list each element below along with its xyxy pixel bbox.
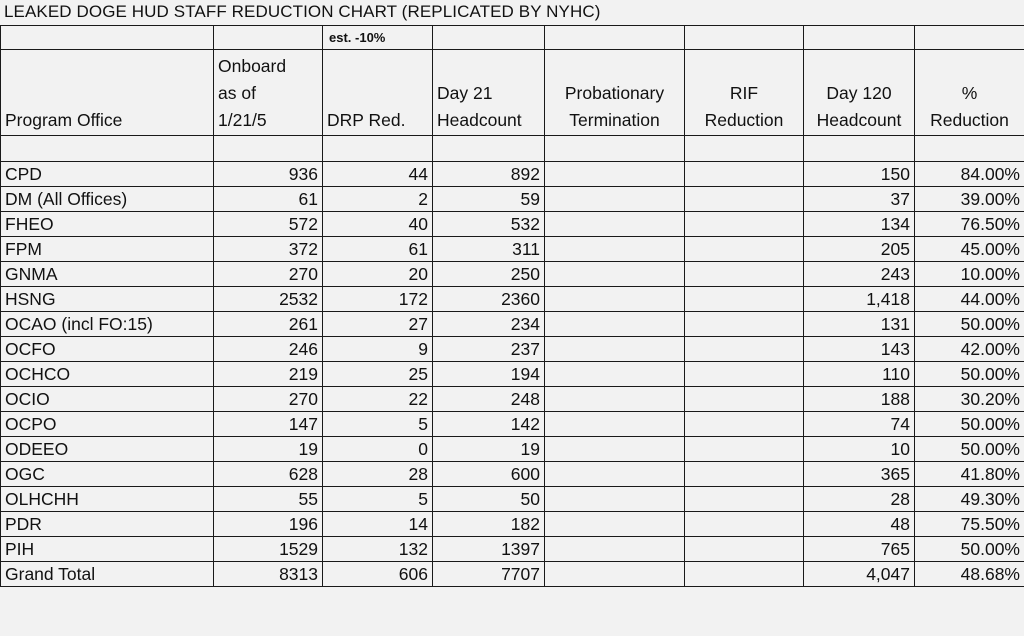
cell [433, 136, 545, 162]
drp-reduction-cell: 2 [323, 187, 433, 212]
probationary-termination-cell [545, 287, 685, 312]
onboard-cell: 1529 [214, 537, 323, 562]
cell [685, 26, 804, 50]
rif-reduction-cell [685, 487, 804, 512]
day120-headcount-cell: 10 [804, 437, 915, 462]
program-office-cell: GNMA [1, 262, 214, 287]
cell [915, 136, 1024, 162]
percent-reduction-cell: 49.30% [915, 487, 1024, 512]
day120-headcount-cell: 48 [804, 512, 915, 537]
cell [214, 26, 323, 50]
header-day21-headcount: Day 21 Headcount [433, 50, 545, 136]
onboard-cell: 196 [214, 512, 323, 537]
table-row [1, 162, 1024, 187]
day21-headcount-cell: 250 [433, 262, 545, 287]
header-row [1, 50, 1024, 136]
rif-reduction-cell [685, 212, 804, 237]
onboard-cell: 219 [214, 362, 323, 387]
cell [433, 26, 545, 50]
rif-reduction-cell [685, 187, 804, 212]
onboard-cell: 936 [214, 162, 323, 187]
drp-reduction-cell: 40 [323, 212, 433, 237]
day21-headcount-cell: 142 [433, 412, 545, 437]
probationary-termination-cell [545, 487, 685, 512]
onboard-cell: 147 [214, 412, 323, 437]
percent-reduction-cell: 44.00% [915, 287, 1024, 312]
onboard-cell: 372 [214, 237, 323, 262]
program-office-cell: OCFO [1, 337, 214, 362]
day21-headcount-cell: 892 [433, 162, 545, 187]
onboard-cell: 628 [214, 462, 323, 487]
cell [685, 136, 804, 162]
subheader-row [1, 26, 1024, 50]
day120-headcount-cell: 134 [804, 212, 915, 237]
day21-headcount-cell: 50 [433, 487, 545, 512]
table-row [1, 562, 1024, 587]
staff-reduction-table [0, 25, 1024, 587]
day21-headcount-cell: 7707 [433, 562, 545, 587]
table-row [1, 212, 1024, 237]
day21-headcount-cell: 600 [433, 462, 545, 487]
drp-reduction-cell: 606 [323, 562, 433, 587]
table-row [1, 512, 1024, 537]
percent-reduction-cell: 76.50% [915, 212, 1024, 237]
day21-headcount-cell: 182 [433, 512, 545, 537]
header-probationary-termination: Probationary Termination [545, 50, 685, 136]
program-office-cell: OGC [1, 462, 214, 487]
day21-headcount-cell: 234 [433, 312, 545, 337]
day120-headcount-cell: 243 [804, 262, 915, 287]
onboard-cell: 261 [214, 312, 323, 337]
day21-headcount-cell: 194 [433, 362, 545, 387]
day120-headcount-cell: 765 [804, 537, 915, 562]
day21-headcount-cell: 2360 [433, 287, 545, 312]
rif-reduction-cell [685, 162, 804, 187]
day120-headcount-cell: 205 [804, 237, 915, 262]
cell [214, 136, 323, 162]
header-drp-reduction: DRP Red. [323, 50, 433, 136]
day120-headcount-cell: 131 [804, 312, 915, 337]
cell [804, 136, 915, 162]
percent-reduction-cell: 84.00% [915, 162, 1024, 187]
rif-reduction-cell [685, 562, 804, 587]
drp-reduction-cell: 28 [323, 462, 433, 487]
program-office-cell: FHEO [1, 212, 214, 237]
table-row [1, 462, 1024, 487]
header-rif-reduction: RIF Reduction [685, 50, 804, 136]
day120-headcount-cell: 37 [804, 187, 915, 212]
drp-reduction-cell: 172 [323, 287, 433, 312]
onboard-cell: 270 [214, 262, 323, 287]
probationary-termination-cell [545, 187, 685, 212]
onboard-cell: 8313 [214, 562, 323, 587]
rif-reduction-cell [685, 262, 804, 287]
probationary-termination-cell [545, 312, 685, 337]
day21-headcount-cell: 1397 [433, 537, 545, 562]
day120-headcount-cell: 188 [804, 387, 915, 412]
day120-headcount-cell: 1,418 [804, 287, 915, 312]
percent-reduction-cell: 50.00% [915, 312, 1024, 337]
drp-reduction-cell: 5 [323, 412, 433, 437]
drp-estimate-note: est. -10% [323, 26, 433, 50]
rif-reduction-cell [685, 462, 804, 487]
sheet-title: LEAKED DOGE HUD STAFF REDUCTION CHART (REPLICATED BY NYHC) [4, 2, 601, 21]
rif-reduction-cell [685, 337, 804, 362]
probationary-termination-cell [545, 437, 685, 462]
cell [1, 136, 214, 162]
percent-reduction-cell: 50.00% [915, 362, 1024, 387]
day120-headcount-cell: 74 [804, 412, 915, 437]
program-office-cell: OCPO [1, 412, 214, 437]
table-row [1, 237, 1024, 262]
probationary-termination-cell [545, 262, 685, 287]
program-office-cell: OCAO (incl FO:15) [1, 312, 214, 337]
percent-reduction-cell: 50.00% [915, 412, 1024, 437]
drp-reduction-cell: 61 [323, 237, 433, 262]
percent-reduction-cell: 48.68% [915, 562, 1024, 587]
drp-reduction-cell: 132 [323, 537, 433, 562]
percent-reduction-cell: 39.00% [915, 187, 1024, 212]
cell [545, 136, 685, 162]
program-office-cell: OLHCHH [1, 487, 214, 512]
day21-headcount-cell: 237 [433, 337, 545, 362]
probationary-termination-cell [545, 512, 685, 537]
probationary-termination-cell [545, 537, 685, 562]
day21-headcount-cell: 248 [433, 387, 545, 412]
drp-reduction-cell: 20 [323, 262, 433, 287]
header-onboard: Onboard as of 1/21/5 [214, 50, 323, 136]
drp-reduction-cell: 0 [323, 437, 433, 462]
probationary-termination-cell [545, 337, 685, 362]
day120-headcount-cell: 110 [804, 362, 915, 387]
percent-reduction-cell: 50.00% [915, 537, 1024, 562]
rif-reduction-cell [685, 437, 804, 462]
table-row [1, 312, 1024, 337]
rif-reduction-cell [685, 362, 804, 387]
onboard-cell: 61 [214, 187, 323, 212]
header-day120-headcount: Day 120 Headcount [804, 50, 915, 136]
probationary-termination-cell [545, 562, 685, 587]
probationary-termination-cell [545, 237, 685, 262]
table-row [1, 437, 1024, 462]
drp-reduction-cell: 22 [323, 387, 433, 412]
percent-reduction-cell: 41.80% [915, 462, 1024, 487]
probationary-termination-cell [545, 162, 685, 187]
program-office-cell: FPM [1, 237, 214, 262]
rif-reduction-cell [685, 312, 804, 337]
program-office-cell: HSNG [1, 287, 214, 312]
day120-headcount-cell: 4,047 [804, 562, 915, 587]
percent-reduction-cell: 75.50% [915, 512, 1024, 537]
probationary-termination-cell [545, 412, 685, 437]
day120-headcount-cell: 143 [804, 337, 915, 362]
header-program-office: Program Office [1, 50, 214, 136]
onboard-cell: 572 [214, 212, 323, 237]
cell [545, 26, 685, 50]
table-row [1, 287, 1024, 312]
onboard-cell: 2532 [214, 287, 323, 312]
program-office-cell: Grand Total [1, 562, 214, 587]
percent-reduction-cell: 10.00% [915, 262, 1024, 287]
drp-reduction-cell: 9 [323, 337, 433, 362]
onboard-cell: 55 [214, 487, 323, 512]
program-office-cell: OCHCO [1, 362, 214, 387]
program-office-cell: PIH [1, 537, 214, 562]
probationary-termination-cell [545, 362, 685, 387]
table-row [1, 362, 1024, 387]
day21-headcount-cell: 532 [433, 212, 545, 237]
onboard-cell: 270 [214, 387, 323, 412]
drp-reduction-cell: 44 [323, 162, 433, 187]
table-row [1, 262, 1024, 287]
drp-reduction-cell: 14 [323, 512, 433, 537]
table-row [1, 412, 1024, 437]
rif-reduction-cell [685, 537, 804, 562]
percent-reduction-cell: 45.00% [915, 237, 1024, 262]
day21-headcount-cell: 19 [433, 437, 545, 462]
program-office-cell: DM (All Offices) [1, 187, 214, 212]
cell [323, 136, 433, 162]
table-row [1, 487, 1024, 512]
day21-headcount-cell: 59 [433, 187, 545, 212]
table-row [1, 337, 1024, 362]
rif-reduction-cell [685, 237, 804, 262]
cell [1, 26, 214, 50]
drp-reduction-cell: 5 [323, 487, 433, 512]
header-percent-reduction: % Reduction [915, 50, 1024, 136]
spacer-row [1, 136, 1024, 162]
rif-reduction-cell [685, 412, 804, 437]
program-office-cell: PDR [1, 512, 214, 537]
rif-reduction-cell [685, 287, 804, 312]
cell [915, 26, 1024, 50]
table-row [1, 187, 1024, 212]
probationary-termination-cell [545, 387, 685, 412]
percent-reduction-cell: 42.00% [915, 337, 1024, 362]
table-row [1, 387, 1024, 412]
program-office-cell: OCIO [1, 387, 214, 412]
probationary-termination-cell [545, 212, 685, 237]
onboard-cell: 246 [214, 337, 323, 362]
probationary-termination-cell [545, 462, 685, 487]
drp-reduction-cell: 27 [323, 312, 433, 337]
day21-headcount-cell: 311 [433, 237, 545, 262]
onboard-cell: 19 [214, 437, 323, 462]
table-row [1, 537, 1024, 562]
cell [804, 26, 915, 50]
drp-reduction-cell: 25 [323, 362, 433, 387]
program-office-cell: CPD [1, 162, 214, 187]
percent-reduction-cell: 50.00% [915, 437, 1024, 462]
program-office-cell: ODEEO [1, 437, 214, 462]
day120-headcount-cell: 150 [804, 162, 915, 187]
day120-headcount-cell: 365 [804, 462, 915, 487]
day120-headcount-cell: 28 [804, 487, 915, 512]
rif-reduction-cell [685, 387, 804, 412]
rif-reduction-cell [685, 512, 804, 537]
percent-reduction-cell: 30.20% [915, 387, 1024, 412]
